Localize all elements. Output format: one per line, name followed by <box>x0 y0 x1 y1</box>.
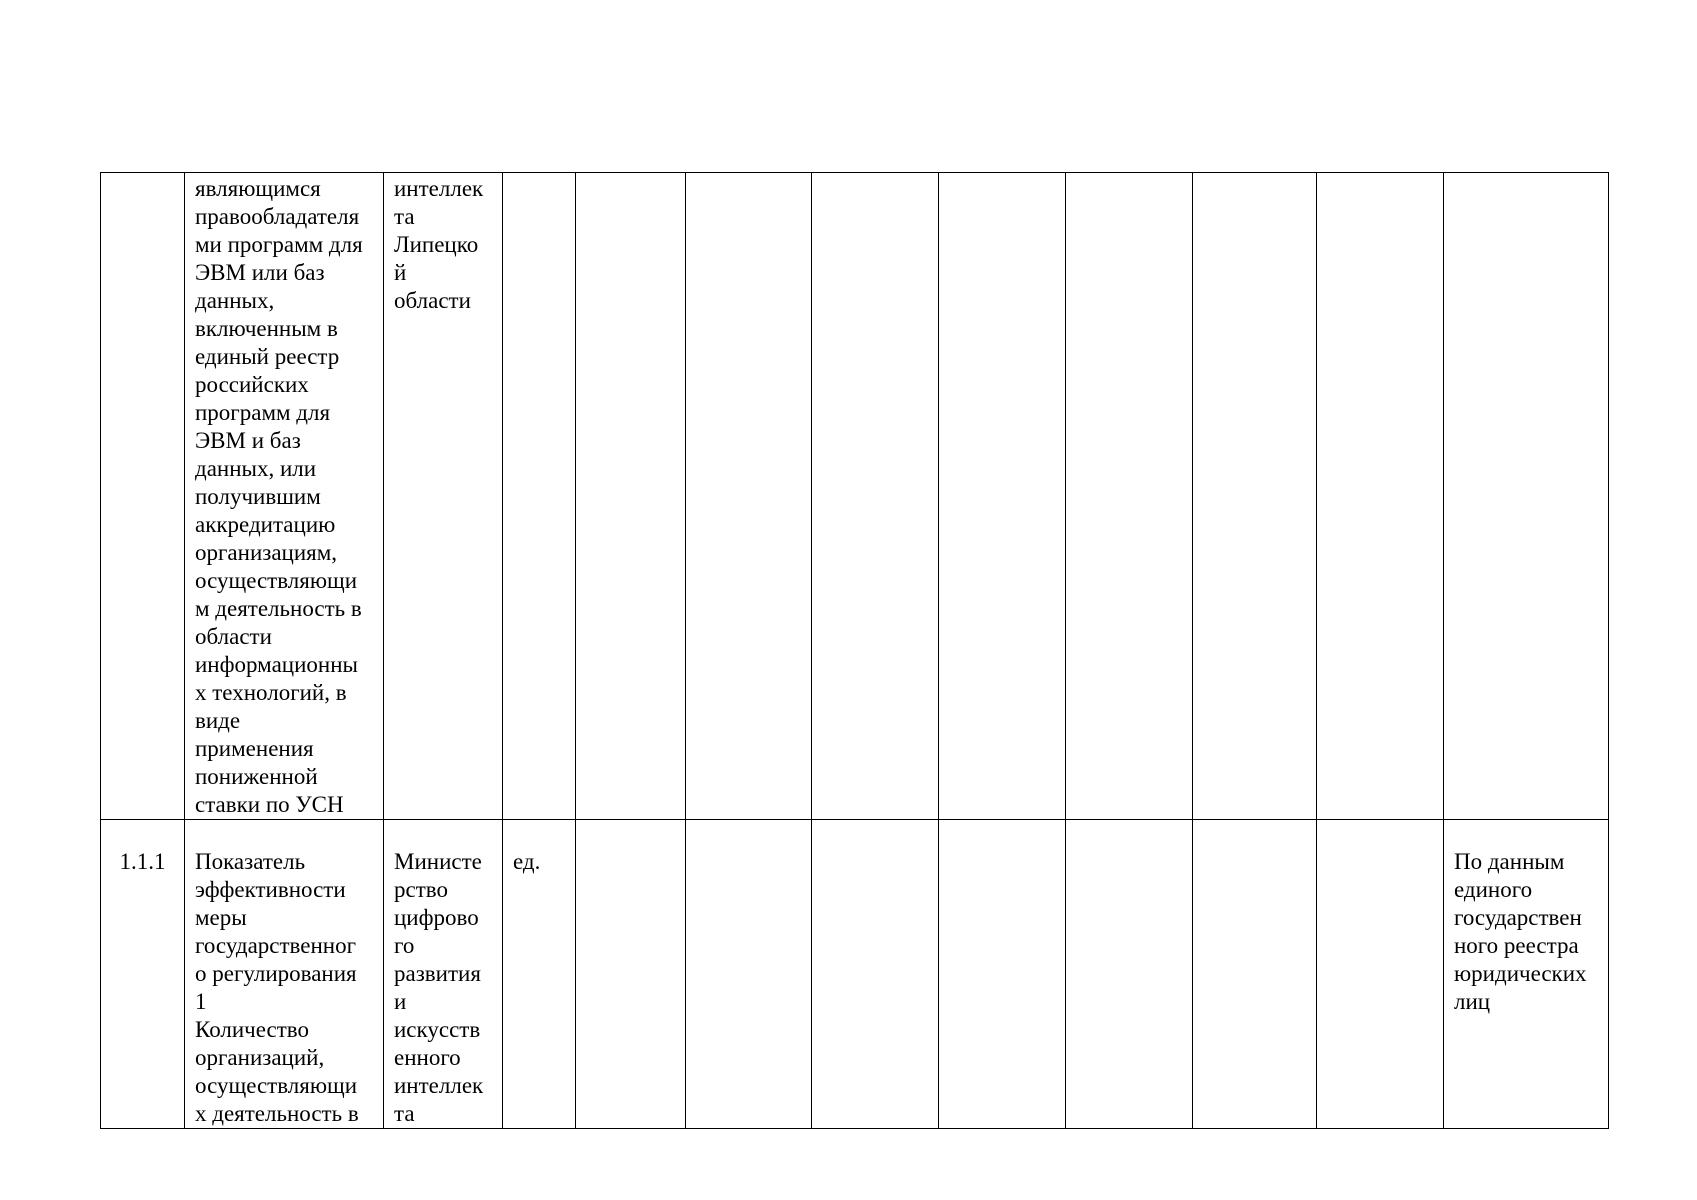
cell-indicator: Показатель эффективности меры государственног о регулирования 1 Количество организаций, осуществляющи х деятельность в <box>185 820 384 1129</box>
cell-unit <box>503 173 576 820</box>
cell-value <box>1193 173 1317 820</box>
cell-source <box>1444 173 1609 820</box>
cell-value <box>686 820 812 1129</box>
cell-value <box>1317 173 1444 820</box>
cell-value <box>812 173 939 820</box>
indicators-table <box>100 172 1609 1129</box>
cell-responsible: интеллек та Липецко й области <box>384 173 503 820</box>
cell-number <box>101 173 185 820</box>
table-row <box>101 820 1609 1129</box>
cell-indicator: являющимся правообладателя ми программ для ЭВМ или баз данных, включенным в единый реестр российских программ для ЭВМ и баз данных, или получившим аккредитацию организациям, осуществляющи м деятельность в области информационны х технологий, в виде применения пониженной ставки по УСН <box>185 173 384 820</box>
cell-value <box>1193 820 1317 1129</box>
cell-value <box>576 173 686 820</box>
cell-value <box>576 820 686 1129</box>
cell-value <box>812 820 939 1129</box>
cell-unit: ед. <box>503 820 576 1129</box>
table-row <box>101 173 1609 820</box>
cell-responsible: Министе рство цифрово го развития и искусств енного интеллек та <box>384 820 503 1129</box>
cell-number: 1.1.1 <box>101 820 185 1129</box>
cell-value <box>686 173 812 820</box>
cell-value <box>1066 820 1193 1129</box>
cell-value <box>939 820 1066 1129</box>
cell-value <box>1317 820 1444 1129</box>
cell-value <box>939 173 1066 820</box>
cell-value <box>1066 173 1193 820</box>
cell-source: По данным единого государствен ного реестра юридических лиц <box>1444 820 1609 1129</box>
